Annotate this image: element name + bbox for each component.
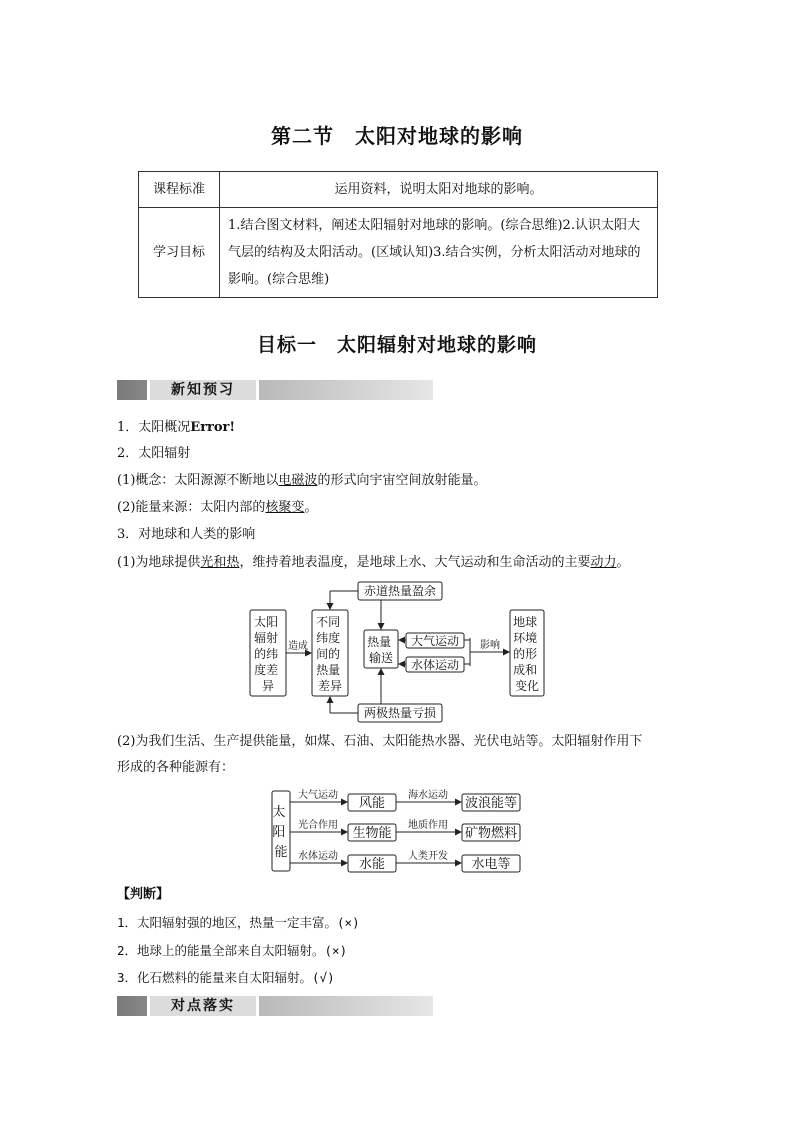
diagram-right-text xyxy=(513,614,541,693)
diagram2-label: 海水运动 xyxy=(408,790,448,801)
heat-transfer-diagram xyxy=(240,578,560,724)
item-2-1-before: (1)概念：太阳源源不断地以 xyxy=(117,473,279,488)
diagram-right-line: 环境 xyxy=(513,631,538,645)
item-2-1-after: 的形式向宇宙空间放射能量。 xyxy=(317,473,487,488)
diagram2-label: 光合作用 xyxy=(298,820,338,831)
diagram-center-line: 热量 xyxy=(367,635,392,649)
diagram2-source-line: 太 xyxy=(272,805,286,820)
item-3-2-line1: (2)为我们生活、生产提供能量，如煤、石油、太阳能热水器、光伏电站等。太阳辐射作用下 xyxy=(117,734,643,749)
item-2-2-after: 。 xyxy=(304,500,318,515)
diagram2-label: 人类开发 xyxy=(408,851,448,862)
diagram-left-line: 辐射 xyxy=(254,631,279,645)
judge-item-2: 2．地球上的能量全部来自太阳辐射。(×) xyxy=(117,943,348,958)
diagram-atm-text: 大气运动 xyxy=(410,634,460,648)
item-3-1-a: (1)为地球提供 xyxy=(117,555,201,570)
solar-energy-forms-diagram xyxy=(268,786,528,876)
diagram-right-line: 地球 xyxy=(513,615,538,629)
diagram-bottom-text: 两极热量亏损 xyxy=(363,706,437,720)
item-1-text: 1．太阳概况 xyxy=(117,420,191,435)
goal-heading: 目标一 太阳辐射对地球的影响 xyxy=(256,334,537,356)
page-title: 第二节 太阳对地球的影响 xyxy=(271,124,523,148)
diagram-right-line: 变化 xyxy=(514,679,540,693)
diagram-mid-line: 纬度 xyxy=(316,631,341,645)
objective-label: 学习目标 xyxy=(139,208,220,298)
item-3: 3．对地球和人类的影响 xyxy=(117,527,256,542)
diagram-cause-label: 造成 xyxy=(288,641,308,652)
diagram-left-line: 的纬 xyxy=(254,647,279,661)
diagram2-end-text: 波浪能等 xyxy=(464,796,518,811)
judge-item-1: 1．太阳辐射强的地区，热量一定丰富。(×) xyxy=(117,915,360,930)
diagram2-label: 地质作用 xyxy=(408,820,448,831)
diagram-left-line: 太阳 xyxy=(254,615,279,629)
item-3-2-line2: 形成的各种能源有： xyxy=(117,760,235,775)
judge-item-3: 3．化石燃料的能量来自太阳辐射。(√) xyxy=(117,970,335,985)
diagram2-end-text: 水电等 xyxy=(471,857,511,872)
diagram2-mid-text: 水能 xyxy=(358,857,386,872)
diagram-right-line: 成和 xyxy=(513,663,538,677)
diagram-mid-line: 不同 xyxy=(316,615,341,629)
diagram2-mid-text: 生物能 xyxy=(352,826,392,841)
diagram2-source-line: 阳 xyxy=(272,825,286,840)
judge-heading: 【判断】 xyxy=(117,887,170,902)
section-bar-preview xyxy=(117,380,433,400)
section-bar-label: 对点落实 xyxy=(147,996,259,1016)
item-2-1 xyxy=(117,472,486,490)
diagram-mid-line: 间的 xyxy=(316,647,341,661)
item-2-1-blank: 电磁波 xyxy=(278,473,318,488)
diagram-mid-line: 差异 xyxy=(317,679,343,693)
standard-text: 运用资料，说明太阳对地球的影响。 xyxy=(220,172,658,208)
standard-label: 课程标准 xyxy=(139,172,220,208)
item-1-error: Error! xyxy=(190,420,236,435)
course-standards-table xyxy=(138,171,658,298)
diagram2-mid-text: 风能 xyxy=(358,796,386,811)
diagram-left-text xyxy=(254,614,282,693)
diagram-water-text: 水体运动 xyxy=(410,658,460,672)
diagram-center-line: 输送 xyxy=(368,651,394,665)
item-2-2 xyxy=(117,499,317,517)
diagram-right-line: 的形 xyxy=(513,647,538,661)
diagram2-label: 大气运动 xyxy=(298,790,338,801)
diagram-mid-line: 热量 xyxy=(316,663,341,677)
table-row xyxy=(139,208,658,298)
item-3-1-blank1: 光和热 xyxy=(200,555,240,570)
diagram2-source-line: 能 xyxy=(274,845,288,860)
diagram2-label: 水体运动 xyxy=(298,851,338,862)
item-2-2-blank: 核聚变 xyxy=(265,500,305,515)
table-row xyxy=(139,172,658,208)
diagram2-source-text xyxy=(272,804,289,860)
item-2: 2．太阳辐射 xyxy=(117,446,191,461)
item-2-2-before: (2)能量来源：太阳内部的 xyxy=(117,500,266,515)
item-3-1-b: ，维持着地表温度，是地球上水、大气运动和生命活动的主要 xyxy=(239,555,591,570)
item-1 xyxy=(117,419,235,437)
item-3-1-blank2: 动力 xyxy=(590,555,617,570)
diagram-center-text xyxy=(367,634,395,665)
item-3-1-c: 。 xyxy=(616,555,630,570)
objective-text: 1.结合图文材料，阐述太阳辐射对地球的影响。(综合思维)2.认识太阳大气层的结构及太阳活动。(区域认知)3.结合实例，分析太阳活动对地球的影响。(综合思维) xyxy=(220,208,658,298)
section-bar-practice xyxy=(117,996,433,1016)
diagram-effect-label: 影响 xyxy=(480,640,500,651)
diagram-mid-text xyxy=(316,615,344,693)
section-bar-label: 新知预习 xyxy=(147,380,259,400)
diagram-left-line: 度差 xyxy=(254,663,279,677)
diagram-top-text: 赤道热量盈余 xyxy=(363,584,437,598)
diagram2-end-text: 矿物燃料 xyxy=(464,826,518,841)
item-3-1 xyxy=(117,554,629,572)
diagram-left-line: 异 xyxy=(261,679,275,693)
